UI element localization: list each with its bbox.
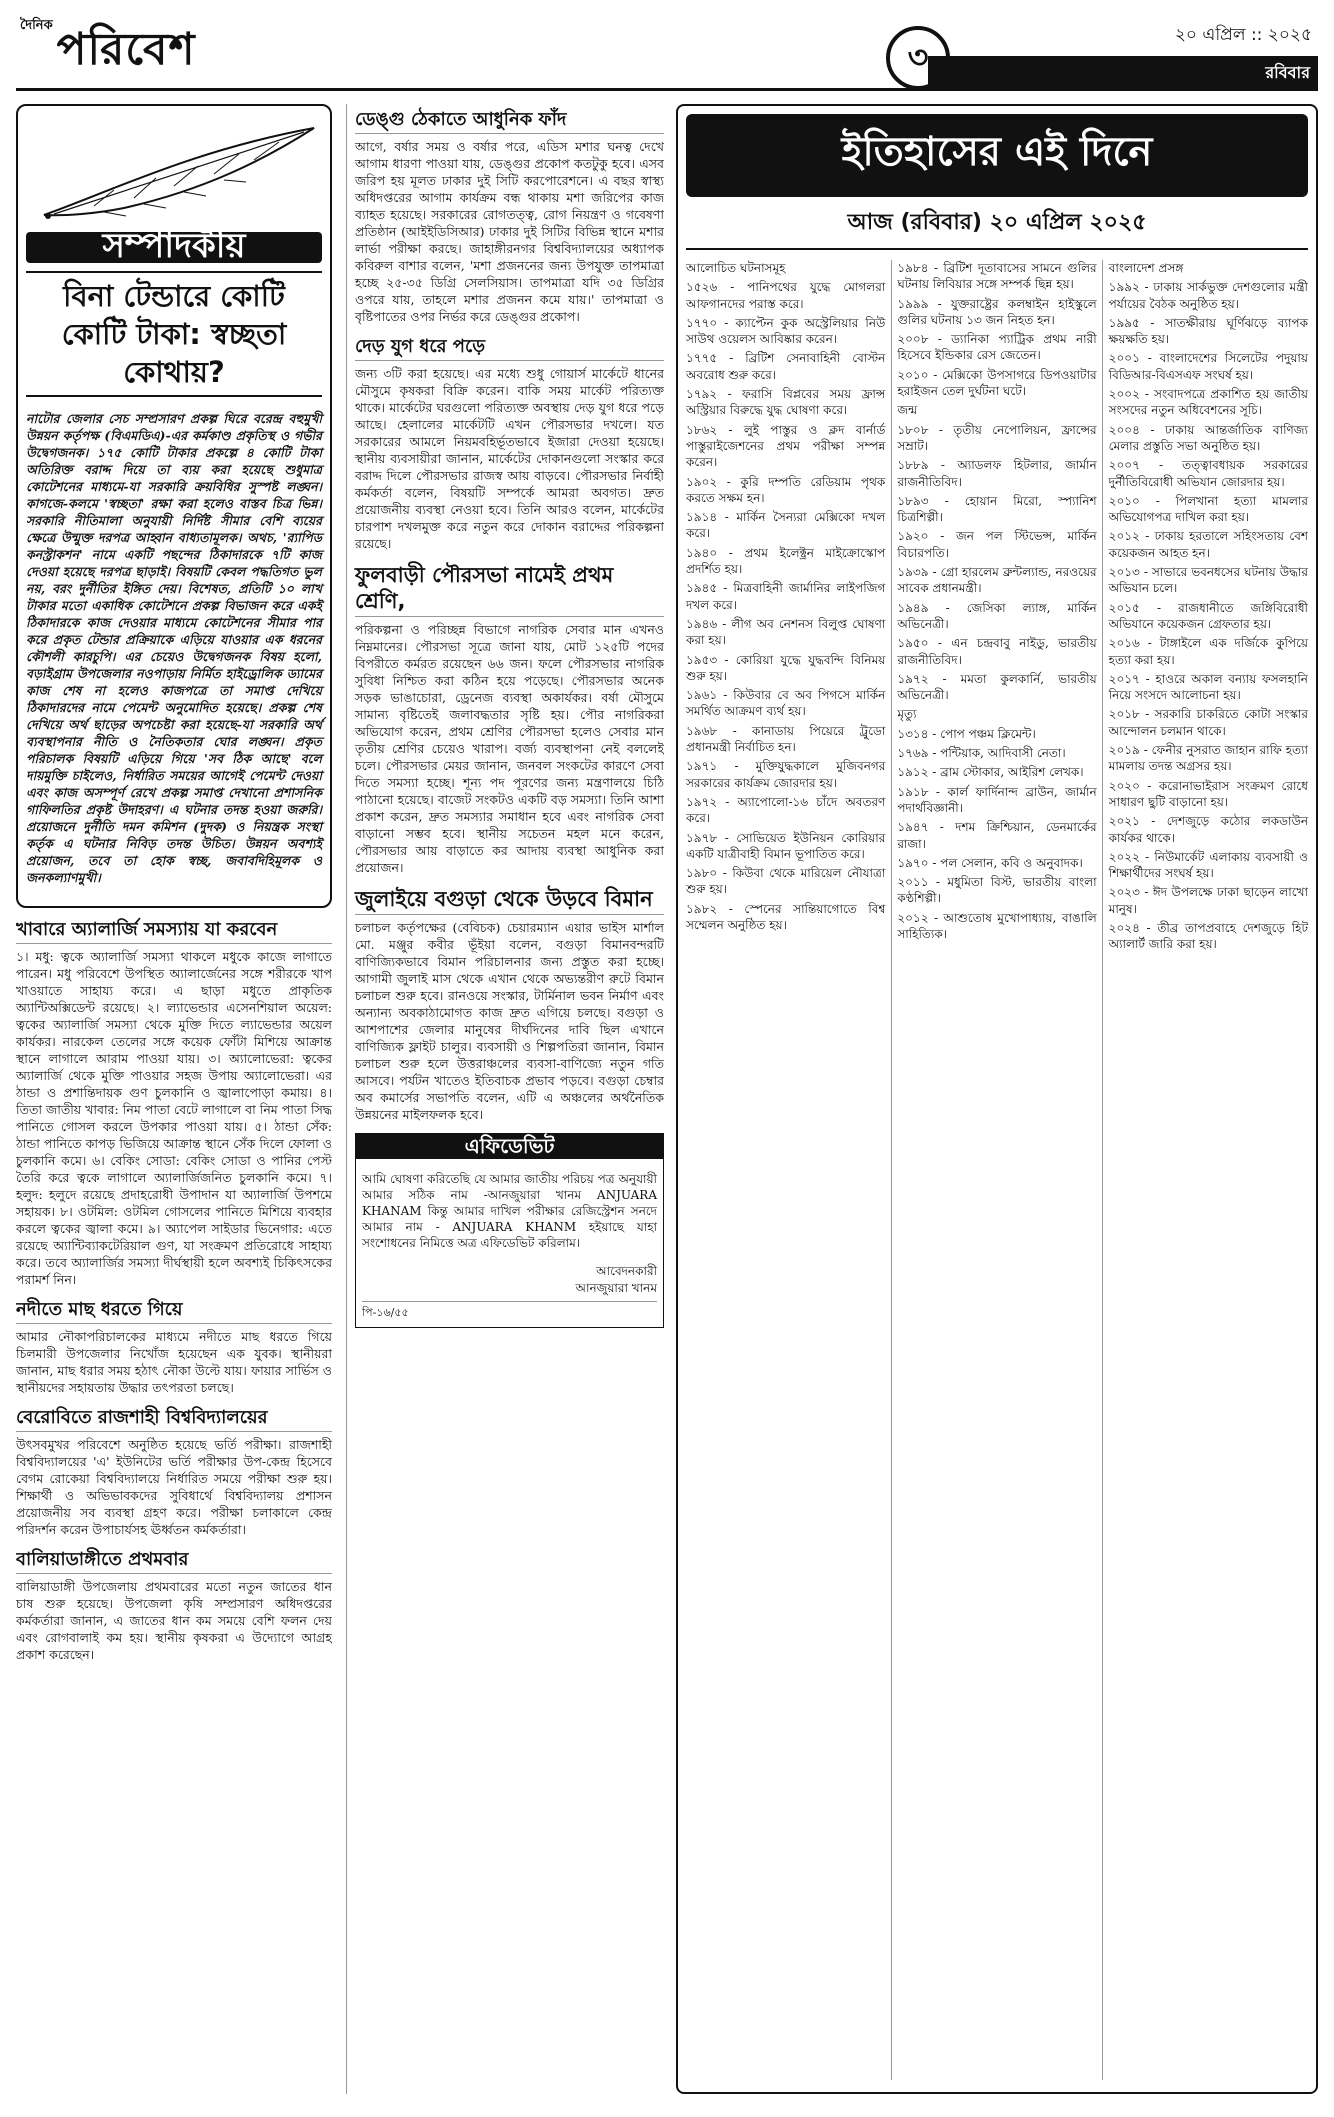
history-event: ১৯৯২ - ঢাকায় সার্কভুক্ত দেশগুলোর মন্ত্রী পর্যায়ের বৈঠক অনুষ্ঠিত হয়।	[1108, 280, 1308, 311]
story-allergy	[16, 918, 332, 1288]
editorial-banner: সম্পাদকীয়	[26, 232, 322, 263]
signature-name: আনজুয়ারা খানম	[575, 1281, 657, 1295]
history-title: ইতিহাসের এই দিনে	[686, 114, 1308, 197]
history-event: ২০০৭ - তত্ত্বাবধায়ক সরকারের দুর্নীতিবিরোধী অভিযান জোরদার হয়।	[1108, 458, 1308, 489]
story-market-abandoned	[355, 335, 664, 552]
history-event: ২০০৪ - ঢাকায় আন্তর্জাতিক বাণিজ্য মেলার প্রস্তুতি সভা অনুষ্ঠিত হয়।	[1108, 422, 1308, 453]
history-event: ১৯৭২ - অ্যাপোলো-১৬ চাঁদে অবতরণ করে।	[686, 794, 886, 826]
history-event: ২০১০ - পিলখানা হত্যা মামলার অভিযোগপত্র দাখিল করা হয়।	[1108, 493, 1308, 525]
history-event: ২০১৩ - সাভারে ভবনধসের ঘটনায় উদ্ধার অভিযান চলে।	[1108, 565, 1308, 596]
story-title: ডেঙ্গু ঠেকাতে আধুনিক ফাঁদ	[355, 108, 664, 134]
history-event: ২০১৬ - টাঙ্গাইলে এক দর্জিকে কুপিয়ে হত্যা করা হয়।	[1108, 636, 1308, 667]
editorial-headline: বিনা টেন্ডারে কোটি কোটি টাকা: স্বচ্ছতা কোথায়?	[26, 271, 322, 397]
history-event: ১৯৭০ - পল সেলান, কবি ও অনুবাদক।	[897, 855, 1083, 870]
story-title: দেড় যুগ ধরে পড়ে	[355, 335, 664, 361]
history-event: ১৮৮৯ - অ্যাডলফ হিটলার, জার্মান রাজনীতিবিদ।	[897, 458, 1097, 489]
history-event: জন্ম	[897, 403, 918, 418]
history-event: ১৯৫০ - এন চন্দ্রবাবু নাইডু, ভারতীয় রাজনীতিবিদ।	[897, 636, 1097, 667]
history-event: ১৯৪৬ - লীগ অব নেশনস বিলুপ্ত ঘোষণা করা হয়।	[686, 616, 886, 648]
column-2	[346, 104, 664, 2094]
affidavit-signature	[362, 1263, 657, 1297]
history-event: ১৯১২ - ব্রাম স্টোকার, আইরিশ লেখক।	[897, 765, 1084, 780]
feather-quill-icon	[34, 120, 324, 225]
history-event: ২০০৮ - ড্যানিকা প্যাট্রিক প্রথম নারী হিসেবে ইন্ডিকার রেস জেতেন।	[897, 332, 1097, 363]
logo-prefix: দৈনিক	[20, 18, 53, 33]
history-event: আলোচিত ঘটনাসমূহ	[686, 261, 786, 275]
history-event: ১৯৪৫ - মিত্রবাহিনী জার্মানির লাইপজিগ দখল করে।	[686, 581, 886, 612]
signature-label: আবেদনকারী	[596, 1264, 657, 1278]
editorial-body: নাটোর জেলার সেচ সম্প্রসারণ প্রকল্প ঘিরে বরেন্দ্র বহুমুখী উন্নয়ন কর্তৃপক্ষ (বিএমডিএ)-এর কর্মকাণ্ড প্রকৃতিস্থ ও গভীর উদ্বেগজনক। ১৭৫ কোটি টাকার প্রকল্পে ৪ কোটি টাকা অতিরিক্ত বরাদ্দ দিয়ে তা ব্যয় করা হয়েছে শুধুমাত্র কোটেশনের মাধ্যমে-যা সরকারি ক্রয়বিধির সুস্পষ্ট লঙ্ঘন। কাগজে-কলমে 'স্বচ্ছতা' রক্ষা করা হলেও বাস্তব চিত্র ভিন্ন। সরকারি নীতিমালা অনুযায়ী নির্দিষ্ট সীমার বেশি ব্যয়ের ক্ষেত্রে উন্মুক্ত দরপত্র আহ্বান বাধ্যতামূলক। অথচ, 'র‍্যাপিড কনস্ট্রাকশন' নামে একটি পছন্দের ঠিকাদারকে ৭টি কাজ দেওয়া হয়েছে দরপত্র ছাড়াই। বিষয়টি কেবল পদ্ধতিগত ভুল নয়, বরং দুর্নীতির ইঙ্গিত দেয়। বিশেষত, প্রতিটি ১০ লাখ টাকার মতো একাধিক কোটেশনে প্রকল্প বিভাজন করে একই ঠিকাদারকে কাজ দেওয়ার মাধ্যমে কোটেশনের সীমার পার করে প্রকৃত টেন্ডার প্রক্রিয়াকে এড়িয়ে যাওয়ার এক ধরনের কৌশলী কারচুপি। এর চেয়েও উদ্বেগজনক বিষয় হলো, বড়াইগ্রাম উপজেলার নওপাড়ায় নির্মিত হাইড্রোলিক ড্যামের কাজ শেষ না হলেও কাজপত্রে তা সমাপ্ত দেখিয়ে ঠিকাদারদের নামে পেমেন্ট অনুমোদিত হয়েছে। প্রকল্প শেষ দেখিয়ে অর্থ ছাড়ের অপচেষ্টা করা হয়েছে-যা সরকারি অর্থ ব্যবস্থাপনার নীতি ও নৈতিকতার ঘোর লঙ্ঘন। প্রকৃত পরিচালক বিষয়টি এড়িয়ে গিয়ে 'সব ঠিক আছে' বলে দায়মুক্তি চাইলেও, নির্ধারিত সময়ের আগেই পেমেন্ট দেওয়া এবং কাজ অসম্পূর্ণ রেখে প্রকল্প সমাপ্ত দেখানো প্রশাসনিক গাফিলতির প্রকৃষ্ট উদাহরণ। এ ঘটনার তদন্ত হওয়া জরুরি। প্রয়োজনে দুর্নীতি দমন কমিশন (দুদক) ও নিয়ন্ত্রক সংস্থা কর্তৃক এ ঘটনার নিবিড় তদন্ত উচিত। উন্নয়ন অবশ্যই প্রয়োজন, তবে তা হোক স্বচ্ছ, জবাবদিহিমূলক ও জনকল্যাণমুখী।	[26, 410, 322, 885]
history-event: ১৯৭৮ - সোভিয়েত ইউনিয়ন কোরিয়ার একটি যাত্রীবাহী বিমান ভূপাতিত করে।	[686, 830, 886, 861]
history-event: ১৮০৮ - তৃতীয় নেপোলিয়ন, ফ্রান্সের সম্রাট।	[897, 422, 1097, 453]
history-event: ২০২০ - করোনাভাইরাস সংক্রমণ রোধে সাধারণ ছুটি বাড়ানো হয়।	[1108, 778, 1308, 809]
history-event: ১৭৭৫ - ব্রিটিশ সেনাবাহিনী বোস্টন অবরোধ শুরু করে।	[686, 351, 886, 382]
story-title: নদীতে মাছ ধরতে গিয়ে	[16, 1298, 332, 1324]
logo-name: পরিবেশ	[56, 24, 196, 75]
story-fulbari-municipality	[355, 562, 664, 876]
story-body: পরিকল্পনা ও পরিচ্ছন্ন বিভাগে নাগরিক সেবার মান এখনও নিম্নমানের। পৌরসভা সূত্রে জানা যায়, মোট ১২৫টি পদের বিপরীতে কর্মরত রয়েছেন ৬৬ জন। ফলে পৌরসভার নাগরিক সুবিধা নিশ্চিত করা কঠিন হয়ে পড়েছে। পৌরসভার অনেক সড়ক ভাঙাচোরা, ড্রেনেজ ব্যবস্থা অকার্যকর। বর্ষা মৌসুমে সামান্য বৃষ্টিতেই জলাবদ্ধতার সৃষ্টি হয়। পৌর নাগরিকরা অভিযোগ করেন, প্রথম শ্রেণির পৌরসভা হলেও সেবার মান তৃতীয় শ্রেণির চেয়েও খারাপ। বর্জ্য ব্যবস্থাপনা নেই বললেই চলে। পৌরসভার মেয়র জানান, জনবল সংকটের কারণে সেবা দিতে সমস্যা হচ্ছে। শূন্য পদ পূরণের জন্য মন্ত্রণালয়ে চিঠি পাঠানো হয়েছে। বাজেট সংকটও একটি বড় সমস্যা। তিনি আশা প্রকাশ করেন, দ্রুত সমস্যার সমাধান হবে এবং নাগরিক সেবা বাড়ানো সম্ভব হবে। স্থানীয় সচেতন মহল মনে করেন, পৌরসভার আয় বাড়াতে কর আদায় ব্যবস্থা আধুনিক করা প্রয়োজন।	[355, 622, 664, 875]
history-event: ২০১১ - মধুমিতা বিস্ট, ভারতীয় বাংলা কণ্ঠশিল্পী।	[897, 875, 1097, 906]
history-event: ১৯৯৯ - যুক্তরাষ্ট্রের কলম্বাইন হাইস্কুলে গুলির ঘটনায় ১৩ জন নিহত হন।	[897, 296, 1097, 327]
story-body: আগে, বর্ষার সময় ও বর্ষার পরে, এডিস মশার ঘনত্ব দেখে আগাম ধারণা পাওয়া যায়, ডেঙ্গুর প্রকোপ কতটুকু হবে। এসব জরিপ হয় মূলত ঢাকার দুই সিটি করপোরেশনে। এ বছর স্বাস্থ্য অধিদপ্তরের আগাম কার্যক্রম বন্ধ থাকায় মশা জরিপের কাজ ব্যাহত হয়েছে। সরকারের রোগতত্ত্ব, রোগ নিয়ন্ত্রণ ও গবেষণা প্রতিষ্ঠান (আইইডিসিআর) ঢাকার দুই সিটির বিভিন্ন স্থানে মশার লার্ভা পরীক্ষা করছে। জাহাঙ্গীরনগর বিশ্ববিদ্যালয়ের অধ্যাপক কবিরুল বাশার বলেন, 'মশা প্রজননের জন্য উপযুক্ত তাপমাত্রা হচ্ছে ২৫-৩৫ ডিগ্রি সেলসিয়াস। তাপমাত্রা যদি ৩৫ ডিগ্রির ওপরে যায়, তাহলে মশার প্রজনন কমে যায়।' তাপমাত্রা ও বৃষ্টিপাতের ওপর নির্ভর করে ডেঙ্গুর প্রকোপ।	[355, 139, 664, 324]
history-event: ১৩১৪ - পোপ পঞ্চম ক্লিমেন্ট।	[897, 726, 1036, 741]
story-body: উৎসবমুখর পরিবেশে অনুষ্ঠিত হয়েছে ভর্তি পরীক্ষা। রাজশাহী বিশ্ববিদ্যালয়ের 'এ' ইউনিটের ভর্তি পরীক্ষার উপ-কেন্দ্র হিসেবে বেগম রোকেয়া বিশ্ববিদ্যালয়ে নির্ধারিত সময়ে পরীক্ষা শুরু হয়। শিক্ষার্থী ও অভিভাবকদের সুবিধার্থে বিশ্ববিদ্যালয় প্রশাসন প্রয়োজনীয় সব ব্যবস্থা গ্রহণ করে। পরীক্ষা চলাকালে কেন্দ্র পরিদর্শন করেন উপাচার্যসহ ঊর্ধ্বতন কর্মকর্তারা।	[16, 1437, 332, 1537]
story-title: ফুলবাড়ী পৌরসভা নামেই প্রথম শ্রেণি,	[355, 562, 664, 617]
issue-day: রবিবার	[928, 56, 1318, 91]
history-event: ১৯৮৪ - ব্রিটিশ দূতাবাসের সামনে গুলির ঘটনায় লিবিয়ার সঙ্গে সম্পর্ক ছিন্ন হয়।	[897, 261, 1097, 292]
history-event: ১৯১৪ - মার্কিন সৈন্যরা মেক্সিকো দখল করে।	[686, 510, 886, 541]
history-event: ১৯৬১ - কিউবার বে অব পিগসে মার্কিন সমর্থিত আক্রমণ ব্যর্থ হয়।	[686, 688, 886, 719]
history-event: ২০১২ - আশুতোষ মুখোপাধ্যায়, বাঙালি সাহিত্যিক।	[897, 910, 1097, 941]
history-event: মৃত্যু	[897, 707, 917, 722]
story-body: আমার নৌকাপরিচালকের মাধ্যমে নদীতে মাছ ধরতে গিয়ে চিলমারী উপজেলার নিখোঁজ হয়েছেন এক যুবক। স্থানীয়রা জানান, মাছ ধরার সময় হঠাৎ নৌকা উল্টে যায়। ফায়ার সার্ভিস ও স্থানীয়দের সহায়তায় উদ্ধার তৎপরতা চলছে।	[16, 1329, 332, 1395]
history-event: ১৯৯৫ - সাতক্ষীরায় ঘূর্ণিঝড়ে ব্যাপক ক্ষয়ক্ষতি হয়।	[1108, 315, 1308, 347]
history-event: ১৮৬২ - লুই পাস্তুর ও ক্লদ বার্নার্ড পাস্তুরাইজেশনের প্রথম পরীক্ষা সম্পন্ন করেন।	[686, 422, 886, 470]
affidavit-body: আমি ঘোষণা করিতেছি যে আমার জাতীয় পরিচয় পত্র অনুযায়ী আমার সঠিক নাম -আনজুয়ারা খানম ANJUARA KHANAM কিন্তু আমার দাখিল পরীক্ষার রেজিস্ট্রেশন সনদে আমার নাম - ANJUARA KHANM হইয়াছে যাহা সংশোধনের নিমিত্তে অত্র এফিডেভিট করিলাম।	[362, 1172, 657, 1250]
affidavit-title: এফিডেভিট	[356, 1134, 663, 1159]
history-event: ১৫২৬ - পানিপথের যুদ্ধে মোগলরা আফগানদের পরাস্ত করে।	[686, 280, 886, 311]
story-brur-admission	[16, 1406, 332, 1538]
history-event: ২০১৮ - সরকারি চাকরিতে কোটা সংস্কার আন্দোলন চলমান থাকে।	[1108, 707, 1308, 738]
editorial-box	[16, 104, 332, 908]
history-event: ২০০২ - সংবাদপত্রে প্রকাশিত হয় জাতীয় সংসদের নতুন অধিবেশনের সূচি।	[1108, 387, 1308, 418]
story-title: বালিয়াডাঙ্গীতে প্রথমবার	[16, 1548, 332, 1574]
history-event: ১৭৯২ - ফরাসি বিপ্লবের সময় ফ্রান্স অস্ট্রিয়ার বিরুদ্ধে যুদ্ধ ঘোষণা করে।	[686, 387, 886, 418]
story-baliadangi	[16, 1548, 332, 1663]
newspaper-logo	[20, 16, 196, 89]
date-block	[928, 18, 1318, 84]
story-title: খাবারে অ্যালার্জি সমস্যায় যা করবেন	[16, 918, 332, 944]
history-event: ১৯১৮ - কার্ল ফার্দিনান্দ ব্রাউন, জার্মান পদার্থবিজ্ঞানী।	[897, 784, 1097, 815]
story-river-fishing	[16, 1298, 332, 1396]
history-event: ২০১৯ - ফেনীর নুসরাত জাহান রাফি হত্যা মামলায় তদন্ত অগ্রসর হয়।	[1108, 743, 1308, 774]
story-title: জুলাইয়ে বগুড়া থেকে উড়বে বিমান	[355, 886, 664, 915]
history-event: ২০১৫ - রাজধানীতে জঙ্গিবিরোধী অভিযানে কয়েকজন গ্রেফতার হয়।	[1108, 600, 1308, 631]
page-number: ৩	[886, 26, 950, 90]
history-event: ১৯৪০ - প্রথম ইলেক্ট্রন মাইক্রোস্কোপ প্রদর্শিত হয়।	[686, 545, 886, 577]
history-event: বাংলাদেশ প্রসঙ্গ	[1108, 261, 1184, 275]
history-event: ২০০১ - বাংলাদেশের সিলেটের পদুয়ায় বিডিআর-বিএসএফ সংঘর্ষ হয়।	[1108, 351, 1308, 382]
history-event: ১৯৭১ - মুক্তিযুদ্ধকালে মুজিবনগর সরকারের কার্যক্রম জোরদার হয়।	[686, 759, 886, 790]
feather-illustration	[26, 112, 322, 232]
history-event: ২০২২ - নিউমার্কেট এলাকায় ব্যবসায়ী ও শিক্ষার্থীদের সংঘর্ষ হয়।	[1108, 849, 1308, 881]
history-event: ১৯০২ - কুরি দম্পতি রেডিয়াম পৃথক করতে সক্ষম হন।	[686, 474, 886, 505]
story-bogura-airport	[355, 886, 664, 1123]
history-section	[676, 104, 1318, 2094]
history-event: ১৯৩৯ - গ্রো হারলেম ব্রুন্টল্যান্ড, নরওয়ের সাবেক প্রধানমন্ত্রী।	[897, 565, 1097, 596]
history-event: ১৮৯৩ - হোয়ান মিরো, স্প্যানিশ চিত্রশিল্পী।	[897, 493, 1097, 525]
history-event: ১৯৪৭ - দশম ক্রিশ্চিয়ান, ডেনমার্কের রাজা।	[897, 820, 1097, 851]
issue-date: ২০ এপ্রিল :: ২০২৫	[1174, 25, 1312, 45]
history-event: ১৭৬৯ - পন্টিয়াক, আদিবাসী নেতা।	[897, 746, 1066, 761]
story-title: বেরোবিতে রাজশাহী বিশ্ববিদ্যালয়ের	[16, 1406, 332, 1432]
affidavit-ref: পি-১৬/৫৫	[362, 1301, 657, 1321]
history-event: ১৯৪৯ - জেসিকা ল্যাঙ্গ, মার্কিন অভিনেত্রী।	[897, 600, 1097, 631]
story-body: বালিয়াডাঙ্গী উপজেলায় প্রথমবারের মতো নতুন জাতের ধান চাষ শুরু হয়েছে। উপজেলা কৃষি সম্প্রসারণ অধিদপ্তরের কর্মকর্তারা জানান, এ জাতের ধান কম সময়ে বেশি ফলন দেয় এবং রোগবালাই কম হয়। স্থানীয় কৃষকরা এ উদ্যোগে আগ্রহ প্রকাশ করেছেন।	[16, 1579, 332, 1662]
history-event: ২০১৭ - হাওরে অকাল বন্যায় ফসলহানি নিয়ে সংসদে আলোচনা হয়।	[1108, 671, 1308, 703]
masthead	[16, 10, 1318, 91]
history-event: ১৯৬৮ - কানাডায় পিয়েরে ট্রুডো প্রধানমন্ত্রী নির্বাচিত হন।	[686, 723, 886, 755]
history-subtitle: আজ (রবিবার) ২০ এপ্রিল ২০২৫	[686, 205, 1308, 250]
history-event: ১৯৫৩ - কোরিয়া যুদ্ধে যুদ্ধবন্দি বিনিময় শুরু হয়।	[686, 652, 886, 683]
history-event: ১৭৭০ - ক্যাপ্টেন কুক অস্ট্রেলিয়ার নিউ সাউথ ওয়েলস আবিষ্কার করেন।	[686, 315, 886, 347]
story-body: চলাচল কর্তৃপক্ষের (বেবিচক) চেয়ারম্যান এয়ার ভাইস মার্শাল মো. মঞ্জুর কবীর ভূঁইয়া বলেন, বগুড়া বিমানবন্দরটি বাণিজ্যিকভাবে বিমান পরিচালনার জন্য প্রস্তুত করা হচ্ছে। আগামী জুলাই মাস থেকে এখান থেকে অভ্যন্তরীণ রুটে বিমান চলাচল শুরু হবে। রানওয়ে সংস্কার, টার্মিনাল ভবন নির্মাণ এবং অন্যান্য অবকাঠামোগত কাজ দ্রুত এগিয়ে চলছে। বগুড়া ও আশপাশের জেলার মানুষের দীর্ঘদিনের দাবি ছিল এখানে বাণিজ্যিক ফ্লাইট চালুর। ব্যবসায়ী ও শিল্পপতিরা জানান, বিমান চলাচল শুরু হলে উত্তরাঞ্চলের ব্যবসা-বাণিজ্যে নতুন গতি আসবে। পর্যটন খাতেও ইতিবাচক প্রভাব পড়বে। বগুড়া চেম্বার অব কমার্সের সভাপতি বলেন, এটি এ অঞ্চলের অর্থনৈতিক উন্নয়নের মাইলফলক হবে।	[355, 920, 664, 1122]
history-event: ১৯২০ - জন পল স্টিভেন্স, মার্কিন বিচারপতি।	[897, 529, 1097, 560]
history-event: ২০১০ - মেক্সিকো উপসাগরে ডিপওয়াটার হরাইজন তেল দুর্ঘটনা ঘটে।	[897, 367, 1097, 399]
history-event: ২০২৪ - তীব্র তাপপ্রবাহে দেশজুড়ে হিট অ্যালার্ট জারি করা হয়।	[1108, 920, 1308, 952]
history-event: ১৯৮০ - কিউবা থেকে মারিয়েল নৌযাত্রা শুরু হয়।	[686, 866, 886, 897]
story-body: জন্য ৩টি করা হয়েছে। এর মধ্যে শুধু গোয়ার্স মার্কেটে ধানের মৌসুমে কৃষকরা বিক্রি করেন। বাকি সময় মার্কেট পরিত্যক্ত থাকে। মার্কেটের ঘরগুলো পরিত্যক্ত অবস্থায় দেড় যুগ ধরে পড়ে আছে। হেলালের মার্কেটটি এখন পৌরসভার দখলে। যত সরকারের আমলে নিয়মবহির্ভূতভাবে ইজারা দেওয়া হয়েছে। স্থানীয় ব্যবসায়ীরা জানান, মার্কেটের দোকানগুলো সংস্কার করে বরাদ্দ দিলে পৌরসভার রাজস্ব আয় বাড়বে। পৌরসভার নির্বাহী কর্মকর্তা বলেন, বিষয়টি সম্পর্কে আমরা অবগত। দ্রুত প্রয়োজনীয় ব্যবস্থা নেওয়া হবে। তিনি আরও বলেন, মার্কেটের চারপাশ দখলমুক্ত করে নতুন করে দোকান বরাদ্দের পরিকল্পনা রয়েছে।	[355, 366, 664, 551]
story-dengue-trap	[355, 108, 664, 325]
history-event: ১৯৭২ - মমতা কুলকার্নি, ভারতীয় অভিনেত্রী।	[897, 671, 1097, 703]
affidavit-notice	[355, 1133, 664, 1328]
story-body: ১। মধু: ত্বকে অ্যালার্জি সমস্যা থাকলে মধুকে কাজে লাগাতে পারেন। মধু পরিবেশে উপস্থিত অ্যালার্জেনের সঙ্গে শরীরকে খাপ খাওয়াতে সাহায্য করে। এ ছাড়া মধুতে প্রাকৃতিক অ্যান্টিঅক্সিডেন্ট রয়েছে। ২। ল্যাভেন্ডার এসেনশিয়াল অয়েল: ত্বকের অ্যালার্জি সমস্যা থেকে মুক্তি দিতে ল্যাভেন্ডার অয়েল কার্যকর। নারকেল তেলের সঙ্গে কয়েক ফোঁটা মিশিয়ে আক্রান্ত স্থানে লাগালে আরাম পাওয়া যায়। ৩। অ্যালোভেরা: ত্বকের অ্যালার্জি থেকে মুক্তি পাওয়ার সহজ উপায় অ্যালোভেরা। এর ঠান্ডা ও প্রশান্তিদায়ক গুণ চুলকানি ও জ্বালাপোড়া কমায়। ৪। তিতা জাতীয় খাবার: নিম পাতা বেটে লাগালে বা নিম পাতা সিদ্ধ পানিতে গোসল করলে উপকার পাওয়া যায়। ৫। ঠান্ডা সেঁক: ঠান্ডা পানিতে কাপড় ভিজিয়ে আক্রান্ত স্থানে সেঁক দিলে ফোলা ও চুলকানি কমে। ৬। বেকিং সোডা: বেকিং সোডা ও পানির পেস্ট তৈরি করে ত্বকে লাগালে অ্যালার্জিজনিত চুলকানি কমে। ৭। হলুদ: হলুদে রয়েছে প্রদাহরোধী উপাদান যা অ্যালার্জি উপশমে সহায়ক। ৮। ওটমিল: ওটমিল গোসলের পানিতে মিশিয়ে ব্যবহার করলে ত্বকের জ্বালা কমে। ৯। অ্যাপেল সাইডার ভিনেগার: এতে রয়েছে অ্যান্টিব্যাকটেরিয়াল গুণ, যা সংক্রমণ প্রতিরোধে সাহায্য করে। তবে অ্যালার্জির সমস্যা দীর্ঘস্থায়ী হলে অবশ্যই চিকিৎসকের পরামর্শ নিন।	[16, 949, 332, 1287]
history-events	[686, 260, 1308, 2080]
column-1	[16, 104, 332, 2094]
history-event: ২০১২ - ঢাকায় হরতালে সহিংসতায় বেশ কয়েকজন আহত হন।	[1108, 529, 1308, 560]
history-event: ২০২১ - দেশজুড়ে কঠোর লকডাউন কার্যকর থাকে।	[1108, 814, 1308, 845]
history-event: ২০২৩ - ঈদ উপলক্ষে ঢাকা ছাড়েন লাখো মানুষ।	[1108, 885, 1308, 916]
history-event: ১৯৮২ - স্পেনের সান্তিয়াগোতে বিশ্ব সম্মেলন অনুষ্ঠিত হয়।	[686, 901, 886, 932]
